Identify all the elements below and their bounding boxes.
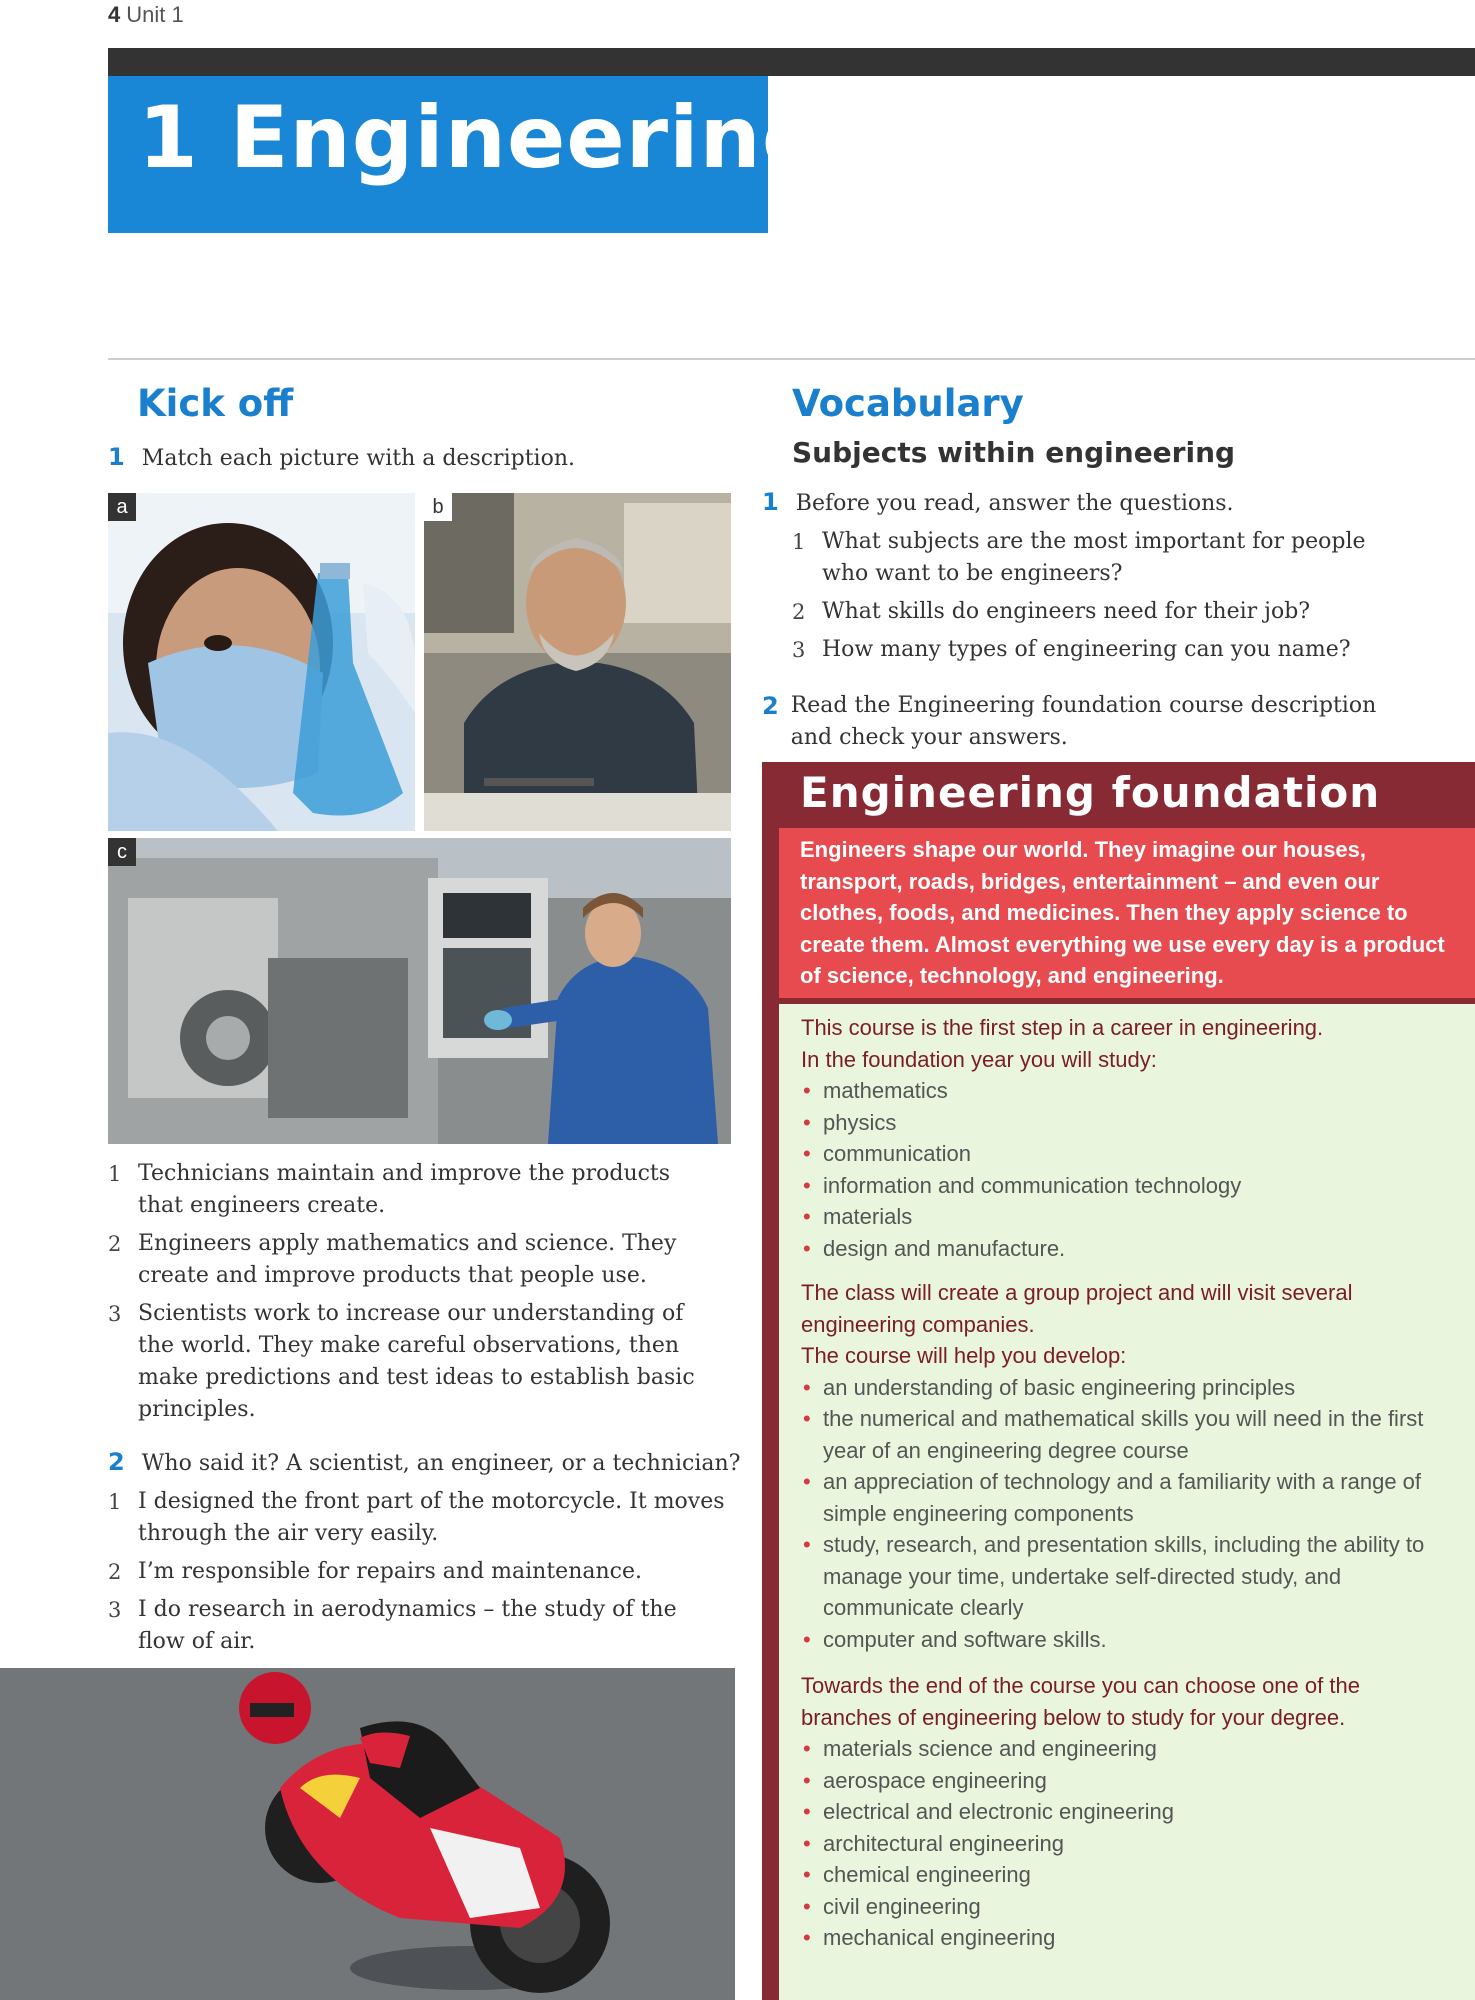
question-item: 3 How many types of engineering can you name? bbox=[792, 637, 1351, 662]
photo-technician bbox=[108, 838, 731, 1144]
foundation-intro: Engineers shape our world. They imagine our houses, transport, roads, bridges, entertainment – and even our clothes, foods, and medicines. Then they apply science to create them. Almost everything we use every day is a product of science, technology, and engineering. bbox=[800, 837, 1445, 988]
title-bar-dark bbox=[108, 48, 1475, 76]
list-item: • an appreciation of technology and a familiarity with a range of simple engineering components bbox=[801, 1466, 1461, 1529]
vocabulary-subheading: Subjects within engineering bbox=[792, 436, 1236, 469]
foundation-title: Engineering foundation bbox=[800, 768, 1381, 817]
exercise-instruction: Match each picture with a description. bbox=[141, 446, 575, 471]
vocabulary-heading: Vocabulary bbox=[792, 382, 1024, 425]
section-divider bbox=[108, 358, 1475, 360]
exercise-instruction: Before you read, answer the questions. bbox=[795, 491, 1234, 516]
vocabulary-ex2 bbox=[762, 690, 1376, 754]
list-item: • physics bbox=[801, 1107, 1461, 1139]
unit-label: Unit 1 bbox=[126, 2, 184, 27]
exercise-number: 2 bbox=[108, 1448, 125, 1476]
list-item: • mathematics bbox=[801, 1075, 1461, 1107]
list-item: • communication bbox=[801, 1138, 1461, 1170]
branch-list bbox=[801, 1733, 1461, 1954]
quote-item: 3 I do research in aerodynamics – the study of the flow of air. bbox=[108, 1597, 677, 1654]
list-item: • architectural engineering bbox=[801, 1828, 1461, 1860]
question-item: 1 What subjects are the most important for people who want to be engineers? bbox=[792, 529, 1366, 586]
photo-engineer bbox=[424, 493, 731, 831]
study-subject-list bbox=[801, 1075, 1461, 1264]
kick-off-heading: Kick off bbox=[137, 382, 294, 425]
unit-title: 1 Engineering bbox=[138, 88, 825, 188]
exercise-number: 2 bbox=[762, 692, 779, 720]
exercise-instruction: Who said it? A scientist, an engineer, or a technician? bbox=[141, 1451, 741, 1476]
question-list bbox=[792, 526, 1452, 666]
quote-list bbox=[108, 1486, 748, 1658]
exercise-number: 1 bbox=[762, 488, 779, 516]
foundation-section-study: This course is the first step in a career in engineering. In the foundation year you will study: • mathematics • physics • communication • information and communication technology • materials • design and manufacture. bbox=[801, 1012, 1461, 1264]
photo-label-b: b bbox=[424, 493, 452, 521]
foundation-section-develop: The class will create a group project and will visit several engineering companies. The course will help you develop: • an understanding of basic engineering principles • the numerical and mathematical skills you will need in the first year of an engineering degree course • an appreciation of technology and a familiarity with a range of simple engineering components • study, research, and presentation skills, including the ability to manage your time, undertake self-directed study, and communicate clearly • computer and software skills. bbox=[801, 1277, 1461, 1655]
photo-label-c: c bbox=[108, 838, 136, 866]
quote-item: 1 I designed the front part of the motorcycle. It moves through the air very easily. bbox=[108, 1489, 725, 1546]
list-item: • civil engineering bbox=[801, 1891, 1461, 1923]
exercise-instruction: Read the Engineering foundation course description and check your answers. bbox=[790, 693, 1377, 750]
description-item: 1 Technicians maintain and improve the products that engineers create. bbox=[108, 1161, 671, 1218]
list-item: • an understanding of basic engineering principles bbox=[801, 1372, 1461, 1404]
photo-motorcycle bbox=[0, 1668, 735, 2000]
exercise-number: 1 bbox=[108, 443, 125, 471]
list-item: • information and communication technology bbox=[801, 1170, 1461, 1202]
photo-scientist bbox=[108, 493, 415, 831]
engineer-illustration bbox=[424, 493, 731, 831]
vocabulary-ex1 bbox=[762, 488, 1234, 520]
list-item: • the numerical and mathematical skills you will need in the first year of an engineering degree course bbox=[801, 1403, 1461, 1466]
list-item: • study, research, and presentation skills, including the ability to manage your time, undertake self-directed study, and communicate clearly bbox=[801, 1529, 1461, 1624]
list-item: • materials bbox=[801, 1201, 1461, 1233]
technician-illustration bbox=[108, 838, 731, 1144]
kick-off-ex2 bbox=[108, 1448, 740, 1480]
quote-item: 2 I’m responsible for repairs and maintenance. bbox=[108, 1559, 642, 1584]
page-number: 4 bbox=[108, 2, 121, 27]
motorcycle-illustration bbox=[0, 1668, 735, 2000]
foundation-section-branches: Towards the end of the course you can choose one of the branches of engineering below to study for your degree. • materials science and engineering • aerospace engineering • electrical and electronic engineering • architectural engineering • chemical engineering • civil engineering • mechanical engineering bbox=[801, 1670, 1461, 1954]
skills-list bbox=[801, 1372, 1461, 1656]
photo-label-a: a bbox=[108, 493, 136, 521]
description-item: 2 Engineers apply mathematics and science. They create and improve products that people use. bbox=[108, 1231, 677, 1288]
question-item: 2 What skills do engineers need for their job? bbox=[792, 599, 1311, 624]
description-list bbox=[108, 1158, 748, 1426]
scientist-illustration bbox=[108, 493, 415, 831]
list-item: • computer and software skills. bbox=[801, 1624, 1461, 1656]
list-item: • chemical engineering bbox=[801, 1859, 1461, 1891]
list-item: • electrical and electronic engineering bbox=[801, 1796, 1461, 1828]
list-item: • aerospace engineering bbox=[801, 1765, 1461, 1797]
list-item: • materials science and engineering bbox=[801, 1733, 1461, 1765]
description-item: 3 Scientists work to increase our understanding of the world. They make careful observations, then make predictions and test ideas to establish basic principles. bbox=[108, 1301, 695, 1422]
list-item: • design and manufacture. bbox=[801, 1233, 1461, 1265]
running-header bbox=[108, 2, 184, 28]
list-item: • mechanical engineering bbox=[801, 1922, 1461, 1954]
kick-off-ex1 bbox=[108, 443, 575, 475]
